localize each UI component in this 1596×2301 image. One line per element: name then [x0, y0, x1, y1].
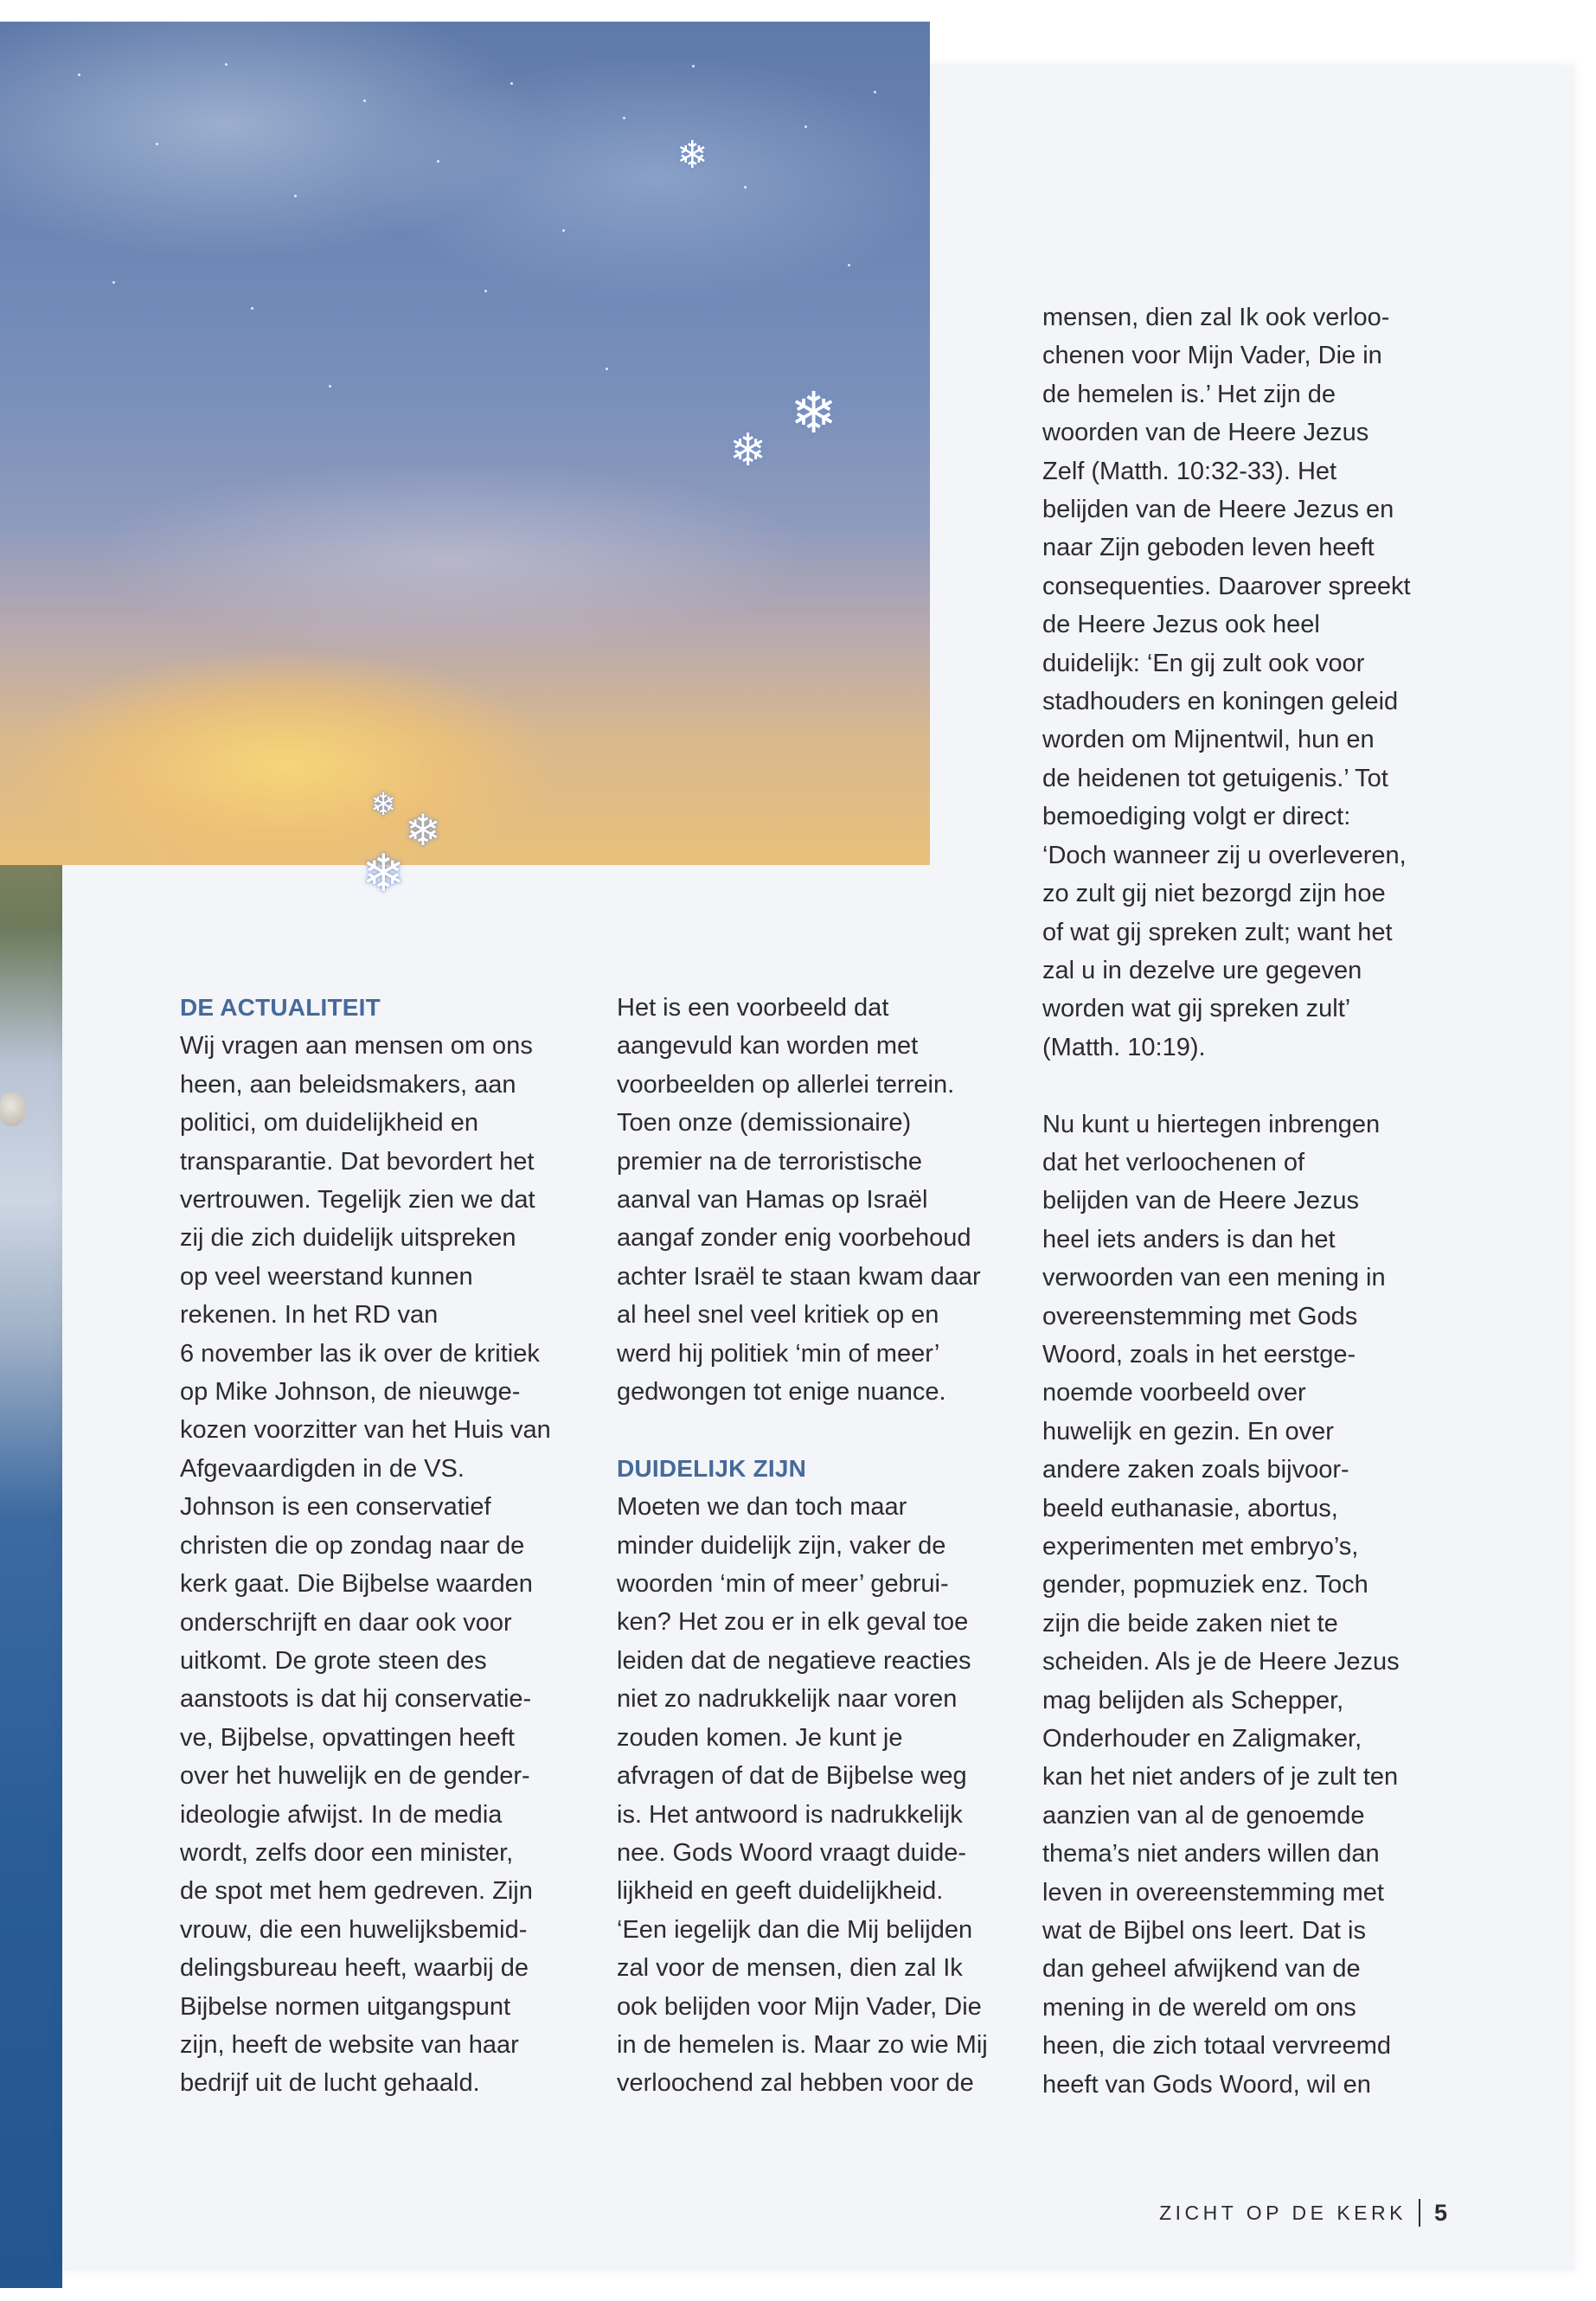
text-line: worden om Mijnentwil, hun en: [1042, 726, 1375, 754]
text-line: overeenstemming met Gods: [1042, 1302, 1358, 1330]
text-line: zal u in dezelve ure gegeven: [1042, 956, 1362, 984]
snowflake-icon: ❄: [676, 133, 708, 177]
text-line: de spot met hem gedreven. Zijn: [180, 1877, 533, 1906]
text-line: worden wat gij spreken zult’: [1042, 995, 1351, 1023]
text-line: op veel weerstand kunnen: [180, 1262, 473, 1291]
article-column-2: [617, 989, 997, 2103]
text-line: zijn die beide zaken niet te: [1042, 1609, 1338, 1638]
text-line: vertrouwen. Tegelijk zien we dat: [180, 1186, 535, 1215]
text-line: stadhouders en koningen geleid: [1042, 688, 1399, 716]
text-line: kerk gaat. Die Bijbelse waarden: [180, 1570, 533, 1599]
text-line: Het is een voorbeeld dat: [617, 994, 889, 1022]
text-line: aanval van Hamas op Israël: [617, 1186, 928, 1215]
text-line: of wat gij spreken zult; want het: [1042, 918, 1393, 946]
text-line: Toen onze (demissionaire): [617, 1109, 912, 1138]
text-line: duidelijk: ‘En gij zult ook voor: [1042, 649, 1365, 677]
text-line: afvragen of dat de Bijbelse weg: [617, 1762, 967, 1791]
text-line: niet zo nadrukkelijk naar voren: [617, 1685, 958, 1714]
text-line: heeft van Gods Woord, wil en: [1042, 2070, 1371, 2099]
text-line: in de hemelen is. Maar zo wie Mij: [617, 2030, 988, 2059]
text-line: woorden van de Heere Jezus: [1042, 419, 1369, 447]
text-line: (Matth. 10:19).: [1042, 1033, 1206, 1061]
text-line: Moeten we dan toch maar: [617, 1493, 907, 1522]
text-line: Woord, zoals in het eerstge-: [1042, 1340, 1356, 1368]
text-line: gedwongen tot enige nuance.: [617, 1378, 946, 1407]
text-line: heel iets anders is dan het: [1042, 1225, 1336, 1253]
text-line: noemde voorbeeld over: [1042, 1379, 1306, 1407]
text-line: dat het verloochenen of: [1042, 1148, 1305, 1176]
text-line: verloochend zal hebben voor de: [617, 2069, 974, 2098]
text-line: aanstoots is dat hij conservatie-: [180, 1685, 532, 1714]
text-line: ‘Een iegelijk dan die Mij belijden: [617, 1915, 973, 1944]
text-line: wordt, zelfs door een minister,: [180, 1838, 514, 1867]
text-line: de heidenen tot getuigenis.’ Tot: [1042, 764, 1388, 792]
text-line: Johnson is een conservatief: [180, 1493, 491, 1522]
text-line: delingsbureau heeft, waarbij de: [180, 1954, 529, 1983]
text-line: werd hij politiek ‘min of meer’: [617, 1339, 940, 1368]
text-line: gender, popmuziek enz. Toch: [1042, 1571, 1368, 1599]
text-line: belijden van de Heere Jezus: [1042, 1187, 1359, 1215]
text-line: consequenties. Daarover spreekt: [1042, 572, 1411, 600]
text-line: transparantie. Dat bevordert het: [180, 1147, 535, 1176]
text-line: al heel snel veel kritiek op en: [617, 1301, 939, 1330]
text-line: nee. Gods Woord vraagt duide-: [617, 1838, 967, 1867]
snowflake-icon: ❄: [362, 843, 406, 904]
text-line: heen, die zich totaal vervreemd: [1042, 2032, 1391, 2061]
text-line: politici, om duidelijkheid en: [180, 1109, 478, 1138]
text-line: bemoediging volgt er direct:: [1042, 803, 1351, 831]
snowflake-icon: ❄: [729, 425, 767, 477]
sheep-figure: [0, 1092, 26, 1126]
text-line: huwelijk en gezin. En over: [1042, 1417, 1334, 1445]
text-line: de hemelen is.’ Het zijn de: [1042, 380, 1336, 408]
text-line: uitkomt. De grote steen des: [180, 1646, 487, 1675]
text-line: heen, aan beleidsmakers, aan: [180, 1070, 516, 1099]
text-line: over het huwelijk en de gender-: [180, 1762, 530, 1791]
text-line: Afgevaardigden in de VS.: [180, 1454, 465, 1483]
text-line: ve, Bijbelse, opvattingen heeft: [180, 1723, 515, 1752]
text-line: zo zult gij niet bezorgd zijn hoe: [1042, 880, 1386, 908]
text-line: wat de Bijbel ons leert. Dat is: [1042, 1917, 1366, 1945]
snowflake-icon: ❄: [790, 380, 838, 446]
text-line: voorbeelden op allerlei terrein.: [617, 1070, 955, 1099]
text-line: kan het niet anders of je zult ten: [1042, 1763, 1399, 1791]
text-line: woorden ‘min of meer’ gebrui-: [617, 1570, 949, 1599]
section-heading-de-actualiteit: DE ACTUALITEIT: [180, 994, 381, 1021]
text-line: onderschrijft en daar ook voor: [180, 1608, 512, 1637]
text-line: andere zaken zoals bijvoor-: [1042, 1456, 1349, 1484]
text-line: leven in overeenstemming met: [1042, 1878, 1384, 1907]
text-line: kozen voorzitter van het Huis van: [180, 1416, 551, 1445]
text-line: mensen, dien zal Ik ook verloo-: [1042, 304, 1390, 331]
text-line: chenen voor Mijn Vader, Die in: [1042, 342, 1382, 370]
text-line: is. Het antwoord is nadrukkelijk: [617, 1800, 963, 1829]
text-line: zouden komen. Je kunt je: [617, 1723, 903, 1752]
text-line: belijden van de Heere Jezus en: [1042, 496, 1394, 524]
text-line: lijkheid en geeft duidelijkheid.: [617, 1877, 944, 1906]
text-line: Zelf (Matth. 10:32-33). Het: [1042, 457, 1337, 485]
text-line: op Mike Johnson, de nieuwge-: [180, 1378, 521, 1407]
text-line: aangaf zonder enig voorbehoud: [617, 1224, 971, 1253]
text-line: 6 november las ik over de kritiek: [180, 1339, 540, 1368]
text-line: christen die op zondag naar de: [180, 1531, 525, 1560]
text-line: achter Israël te staan kwam daar: [617, 1262, 981, 1291]
text-line: aanzien van al de genoemde: [1042, 1801, 1365, 1830]
text-line: ook belijden voor Mijn Vader, Die: [617, 1992, 982, 2021]
text-line: zal voor de mensen, dien zal Ik: [617, 1954, 963, 1983]
text-line: Bijbelse normen uitgangspunt: [180, 1992, 511, 2021]
text-line: beeld euthanasie, abortus,: [1042, 1494, 1338, 1522]
text-line: rekenen. In het RD van: [180, 1301, 439, 1330]
magazine-title: ZICHT OP DE KERK: [1159, 2201, 1407, 2224]
article-column-1: [180, 989, 561, 2103]
text-line: Onderhouder en Zaligmaker,: [1042, 1725, 1362, 1753]
text-line: dan geheel afwijkend van de: [1042, 1955, 1361, 1984]
text-line: verwoorden van een mening in: [1042, 1264, 1386, 1292]
text-line: vrouw, die een huwelijksbemid-: [180, 1915, 528, 1944]
snowflake-icon: ❄: [405, 805, 441, 856]
text-line: Wij vragen aan mensen om ons: [180, 1032, 533, 1061]
text-line: zij die zich duidelijk uitspreken: [180, 1224, 516, 1253]
page-footer: [1159, 2195, 1447, 2230]
article-column-3: [1042, 298, 1423, 2104]
text-line: naar Zijn geboden leven heeft: [1042, 534, 1375, 562]
text-line: aangevuld kan worden met: [617, 1032, 919, 1061]
footer-divider: [1419, 2199, 1420, 2227]
winter-sky-illustration: [0, 22, 930, 904]
text-line: mag belijden als Schepper,: [1042, 1686, 1344, 1715]
text-line: scheiden. Als je de Heere Jezus: [1042, 1648, 1400, 1676]
section-heading-duidelijk-zijn: DUIDELIJK ZIJN: [617, 1454, 807, 1482]
text-line: bedrijf uit de lucht gehaald.: [180, 2069, 480, 2098]
text-line: experimenten met embryo’s,: [1042, 1532, 1359, 1561]
text-line: premier na de terroristische: [617, 1147, 922, 1176]
snowflake-icon: ❄: [370, 787, 397, 823]
text-line: leiden dat de negatieve reacties: [617, 1646, 971, 1675]
text-line: zijn, heeft de website van haar: [180, 2030, 519, 2059]
text-line: ‘Doch wanneer zij u overleveren,: [1042, 841, 1407, 869]
text-line: ideologie afwijst. In de media: [180, 1800, 503, 1829]
text-line: Nu kunt u hiertegen inbrengen: [1042, 1110, 1381, 1138]
page-number: 5: [1433, 2199, 1447, 2226]
text-line: ken? Het zou er in elk geval toe: [617, 1608, 969, 1637]
text-line: mening in de wereld om ons: [1042, 1993, 1356, 2022]
text-line: minder duidelijk zijn, vaker de: [617, 1531, 946, 1560]
text-line: de Heere Jezus ook heel: [1042, 611, 1320, 639]
text-line: thema’s niet anders willen dan: [1042, 1840, 1380, 1868]
